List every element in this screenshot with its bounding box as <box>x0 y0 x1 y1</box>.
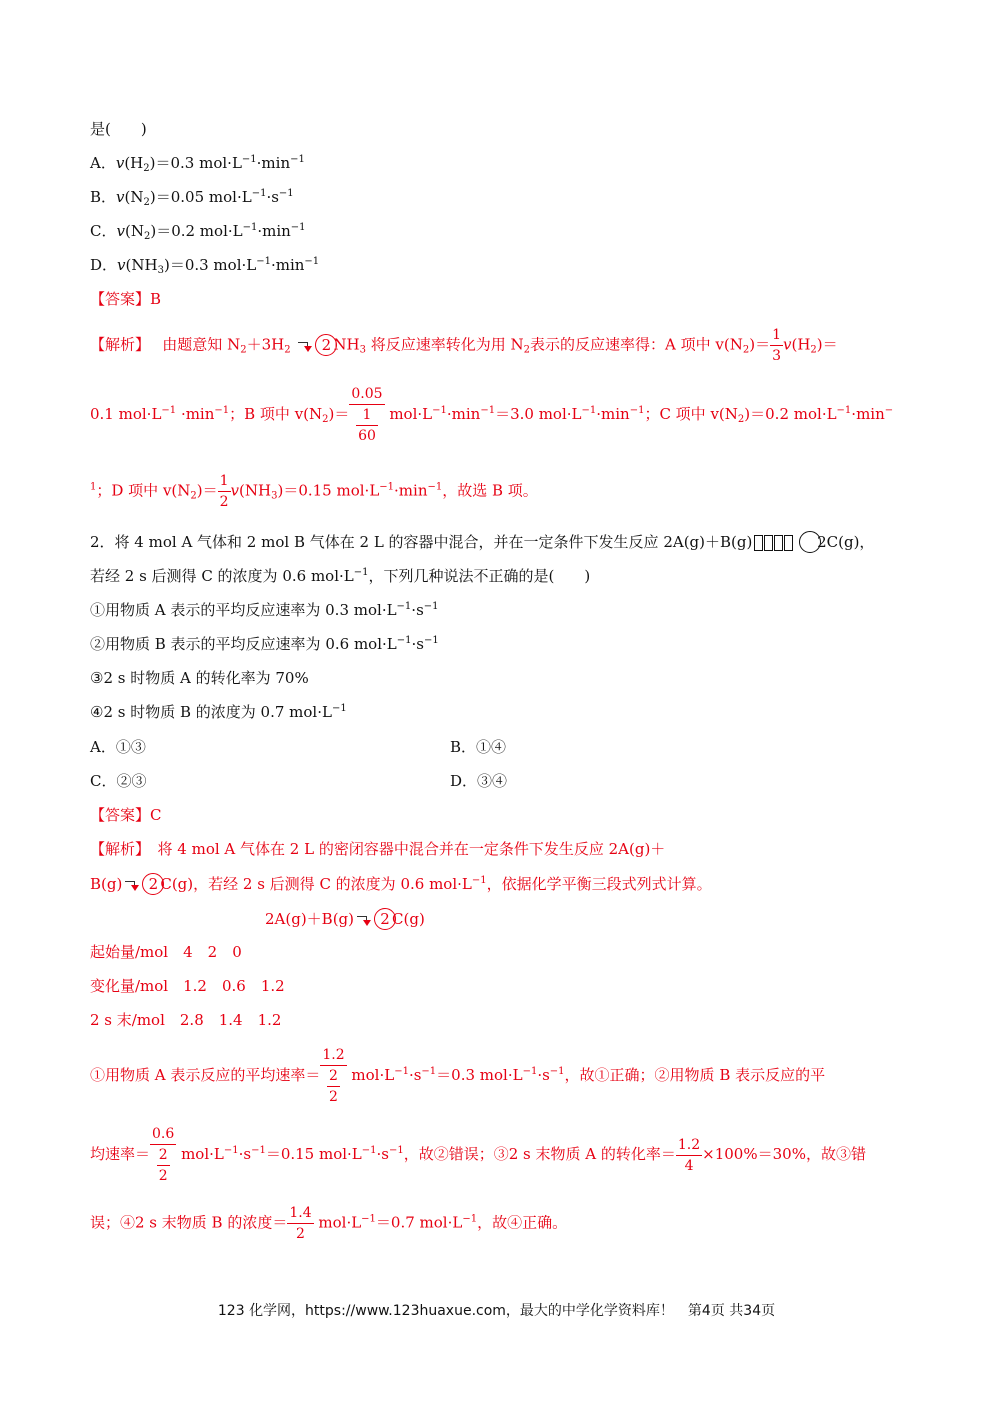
q2-stem-line2: 若经 2 s 后测得 C 的浓度为 0.6 $mol\cdot L^{-1}$，下列几种说法不正确的是( ) <box>90 567 591 585</box>
q2-stem-line1: 2．将 4 mol A 气体和 2 mol B 气体在 2 L 的容器中混合，并在一定条件下发生反应 2A(g)＋B(g) 2C(g)， <box>90 533 875 551</box>
q1-stem-tail: 是( ) <box>90 120 147 138</box>
q2-table-end: 2 s 末/mol 2.8 1.4 1.2 <box>90 1011 282 1029</box>
q2-analysis-line2: B(g) 2 C(g)，若经 2 s 后测得 C 的浓度为 0.6 $mol\cdot L^{-1}$，依据化学平衡三段式列式计算。 <box>90 875 712 893</box>
equilibrium-arrow-icon <box>356 913 372 927</box>
fraction-conversion: $\frac{1.2}{4}$ <box>677 1136 701 1174</box>
q2-answer: 【答案】C <box>90 806 162 824</box>
q2-statement-4: ④2 s 时物质 B 的浓度为 0.7 $mol\cdot L^{-1}$ <box>90 703 347 721</box>
page-footer: 123 化学网，https://www.123huaxue.com，最大的中学化学资料库！ 第4页 共34页 <box>217 1303 776 1319</box>
fraction-rate-a: $\frac{1.2}{\frac{2}{2}}$ <box>322 1047 345 1105</box>
fraction-one-third: $\frac{1}{3}$ <box>772 327 781 364</box>
q2-option-a: A．①③ <box>90 738 146 756</box>
q1-analysis-line1: 【解析】 由题意知 $N_2+3H_2$ 2 $NH_3$ 将反应速率转化为用 $N_2$表示的反应速率得：A 项中 $v(N_2)=$ $\frac{1}{3}$ $v(H_2)=$ <box>90 327 838 364</box>
q2-statement-3: ③2 s 时物质 A 的转化率为 70% <box>90 669 309 687</box>
q2-calc-line1: ①用物质 A 表示反应的平均速率＝ $\frac{1.2}{\frac{2}{2}}$ $mol\cdot L^{-1}\cdot s^{-1}=0.3$ $mol\cdot L^{-1}\cdot s^{-1}$，故①正确；②用物质 B 表示反应的平 <box>90 1047 826 1105</box>
q2-statement-1: ①用物质 A 表示的平均反应速率为 0.3 $mol\cdot L^{-1}\cdot s^{-1}$ <box>90 601 439 619</box>
fraction-one-half: $\frac{1}{2}$ <box>219 473 229 510</box>
q1-option-a: A．$v(H_2)=0.3$ $mol\cdot L^{-1}\cdot\min^{-1}$ <box>90 154 305 174</box>
q1-analysis-line3: $^1$；D 项中 $v(N_2)=$ $\frac{1}{2}$ $v(NH_3)=0.15$ $mol\cdot L^{-1}\cdot\min^{-1}$，故选 B 项。 <box>90 473 538 510</box>
equilibrium-arrow-icon <box>297 339 313 353</box>
q2-calc-line3: 误；④2 s 末物质 B 的浓度＝ $\frac{1.4}{2}$ $mol\cdot L^{-1}=0.7$ $mol\cdot L^{-1}$，故④正确。 <box>90 1205 568 1242</box>
fraction-b-option: $\frac{0.05}{\frac{1}{60}}$ <box>351 386 383 444</box>
q1-analysis-line2: 0.1 $mol\cdot L^{-1} \cdot\min^{-1}$；B 项中 $v(N_2)=$ $\frac{0.05}{\frac{1}{60}}$ $mol\cdot L^{-1}\cdot\min^{-1}=3.0$ $mol\cdot L^{-1}\cdot\min^{-1}$；C 项中 $v(N_2)=0.2$ $mol\cdot L^{-1}\cdot\min^-$ <box>90 386 894 444</box>
q1-option-c: C．$v(N_2)=0.2$ $mol\cdot L^{-1}\cdot\min^{-1}$ <box>90 222 306 242</box>
q2-option-b: B．①④ <box>450 738 507 756</box>
q2-calc-line2: 均速率＝ $\frac{0.6}{\frac{2}{2}}$ $mol\cdot L^{-1}\cdot s^{-1}=0.15$ $mol\cdot L^{-1}\cdot s^{-1}$，故②错误；③2 s 末物质 A 的转化率＝ $\frac{1.2}{4}$ ×100%＝30%，故③错 <box>90 1126 866 1184</box>
q2-equation: 2A(g)＋B(g) 2 C(g) <box>265 910 425 928</box>
q2-table-change: 变化量/mol 1.2 0.6 1.2 <box>90 977 285 995</box>
q2-option-d: D．③④ <box>450 772 508 790</box>
fraction-rate-b: $\frac{0.6}{\frac{2}{2}}$ <box>152 1126 175 1184</box>
fraction-concentration: $\frac{1.4}{2}$ <box>289 1205 312 1242</box>
q2-option-c: C．②③ <box>90 772 147 790</box>
q1-answer: 【答案】B <box>90 290 162 308</box>
q2-statement-2: ②用物质 B 表示的平均反应速率为 0.6 $mol\cdot L^{-1}\cdot s^{-1}$ <box>90 635 439 653</box>
q1-option-d: D．$v(NH_3)=0.3$ $mol\cdot L^{-1}\cdot\min^{-1}$ <box>90 256 320 276</box>
q2-analysis-line1: 【解析】 将 4 mol A 气体在 2 L 的密闭容器中混合并在一定条件下发生反应 2A(g)＋ <box>90 840 666 858</box>
q2-table-start: 起始量/mol 4 2 0 <box>90 943 242 961</box>
q1-option-b: B．$v(N_2)=0.05$ $mol\cdot L^{-1}\cdot s^{-1}$ <box>90 188 294 208</box>
equilibrium-arrow-icon <box>124 878 140 892</box>
equilibrium-glyph-icon <box>754 535 792 551</box>
